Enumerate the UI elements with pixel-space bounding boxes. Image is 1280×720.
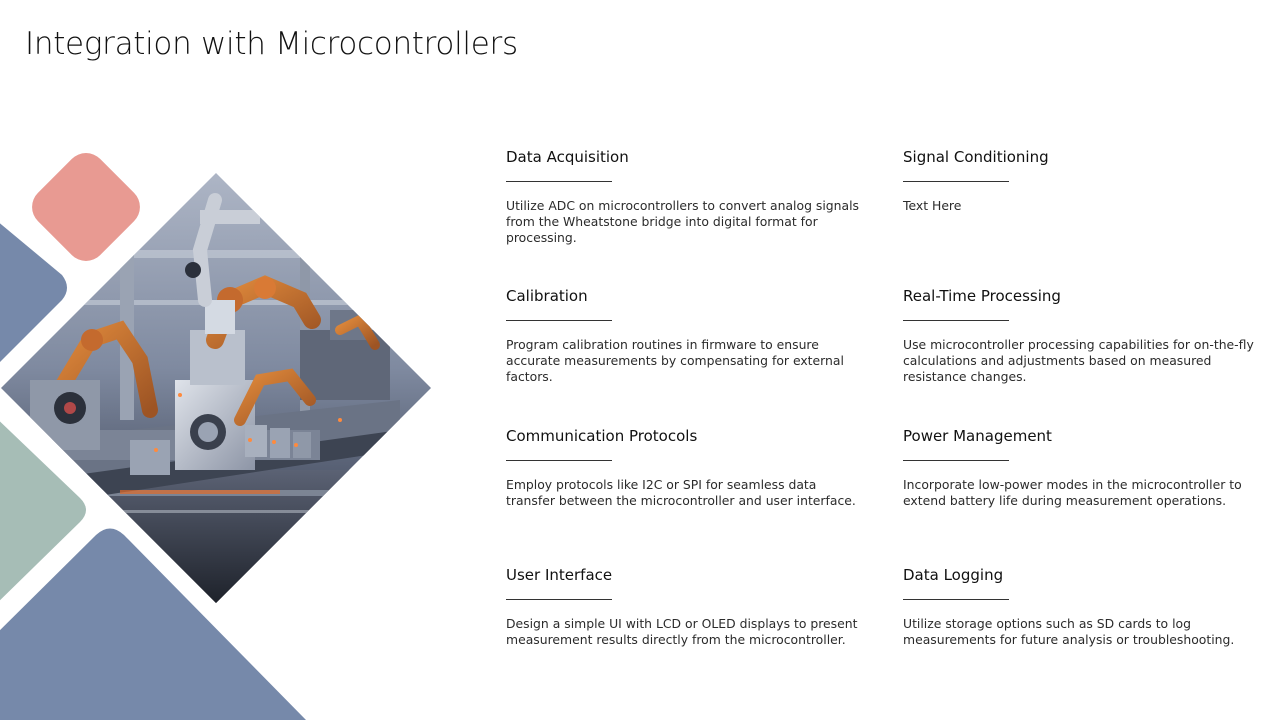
item-title: Data Logging [903, 566, 1004, 584]
title-underline [506, 599, 612, 600]
item-title: Calibration [506, 287, 588, 305]
item-title: Real-Time Processing [903, 287, 1061, 305]
item-real-time-processing [903, 286, 1259, 386]
title-underline [506, 181, 612, 182]
item-data-logging [903, 565, 1259, 648]
item-description: Utilize storage options such as SD cards to log measurements for future analysis or troubleshooting. [903, 616, 1235, 648]
item-description: Program calibration routines in firmware to ensure accurate measurements by compensating for external factors. [506, 337, 844, 385]
title-underline [506, 320, 612, 321]
title-underline [506, 460, 612, 461]
item-description: Incorporate low-power modes in the microcontroller to extend battery life during measurement operations. [903, 477, 1242, 509]
item-description: Use microcontroller processing capabilities for on-the-fly calculations and adjustments based on measured resistance changes. [903, 337, 1254, 385]
title-underline [903, 460, 1009, 461]
item-data-acquisition [506, 147, 862, 247]
item-user-interface [506, 565, 862, 648]
item-title: Power Management [903, 427, 1052, 445]
item-title: User Interface [506, 566, 613, 584]
item-title: Communication Protocols [506, 427, 698, 445]
item-description: Utilize ADC on microcontrollers to convert analog signals from the Wheatstone bridge into digital format for processing. [506, 198, 859, 246]
item-description: Employ protocols like I2C or SPI for seamless data transfer between the microcontroller and user interface. [506, 477, 856, 509]
title-underline [903, 181, 1009, 182]
item-communication-protocols [506, 426, 862, 509]
decorative-artwork [0, 0, 440, 720]
item-signal-conditioning [903, 147, 1259, 214]
item-calibration [506, 286, 862, 386]
shape-coral [24, 145, 148, 269]
title-underline [903, 599, 1009, 600]
item-title: Data Acquisition [506, 148, 629, 166]
title-underline [903, 320, 1009, 321]
item-power-management [903, 426, 1259, 509]
item-title: Signal Conditioning [903, 148, 1049, 166]
item-description: Text Here [903, 198, 962, 213]
slide-title: Integration with Microcontrollers [25, 26, 518, 62]
item-description: Design a simple UI with LCD or OLED displays to present measurement results directly from the microcontroller. [506, 616, 858, 648]
